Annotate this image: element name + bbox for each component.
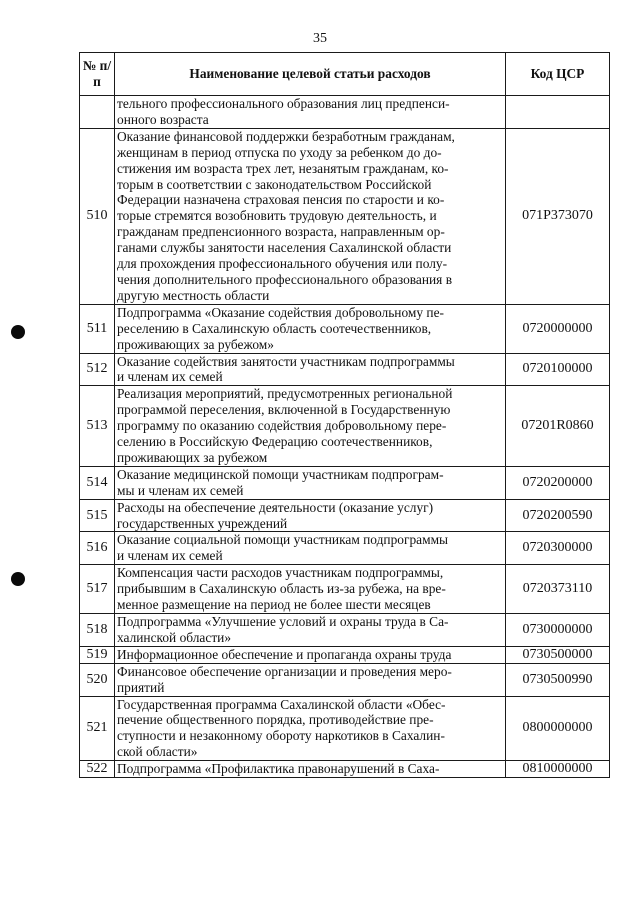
table-row xyxy=(80,532,610,565)
item-name-cell xyxy=(115,761,506,778)
item-name-cell xyxy=(115,386,506,467)
item-name-line: чения дополнительного профессионального образования в xyxy=(117,271,453,287)
target-code-cell: 0720100000 xyxy=(506,353,610,386)
item-name-line: Информационное обеспечение и пропаганда охраны труда xyxy=(117,646,452,662)
table-row xyxy=(80,565,610,614)
row-number-cell: 514 xyxy=(80,466,115,499)
table-row xyxy=(80,353,610,386)
item-name-line: ганами службы занятости населения Сахалинской области xyxy=(117,240,452,256)
row-number-cell: 512 xyxy=(80,353,115,386)
table-row xyxy=(80,646,610,663)
page-number: 35 xyxy=(313,31,327,46)
item-name-line: программой переселения, включенной в Государственную xyxy=(117,402,451,418)
item-name-line: прибывшим в Сахалинскую область из-за рубежа, на вре- xyxy=(117,581,446,597)
row-number-cell: 520 xyxy=(80,663,115,696)
item-name-line: Федерации назначена страховая пенсия по старости и ко- xyxy=(117,192,445,208)
item-name-cell xyxy=(115,663,506,696)
item-name-line: Реализация мероприятий, предусмотренных региональной xyxy=(117,386,453,402)
target-code-cell: 0730500000 xyxy=(506,646,610,663)
target-code-cell: 0720200000 xyxy=(506,466,610,499)
row-number-cell: 516 xyxy=(80,532,115,565)
table-row xyxy=(80,304,610,353)
item-name-line: Подпрограмма «Улучшение условий и охраны труда в Са- xyxy=(117,614,449,629)
item-name-line: проживающих за рубежом xyxy=(117,449,268,465)
item-name-line: приятий xyxy=(117,679,165,695)
item-name-cell xyxy=(115,353,506,386)
item-name-cell xyxy=(115,565,506,614)
row-number-cell: 522 xyxy=(80,761,115,778)
target-code-cell: 0730000000 xyxy=(506,614,610,647)
table-row xyxy=(80,663,610,696)
header-target-code: Код ЦСР xyxy=(506,53,610,96)
target-code-cell: 0720373110 xyxy=(506,565,610,614)
item-name-line: Компенсация части расходов участникам подпрограммы, xyxy=(117,565,444,581)
item-name-line: Финансовое обеспечение организации и проведения меро- xyxy=(117,663,452,679)
table-row xyxy=(80,499,610,532)
item-name-line: Подпрограмма «Профилактика правонарушений в Саха- xyxy=(117,761,440,777)
item-name-line: Оказание социальной помощи участникам подпрограммы xyxy=(117,532,449,548)
item-name-line: торым в соответствии с законодательством Российской xyxy=(117,176,432,192)
item-name-cell xyxy=(115,696,506,761)
item-name-cell xyxy=(115,646,506,663)
target-code-cell: 07201R0860 xyxy=(506,386,610,467)
item-name-line: тельного профессионального образования лиц предпенси- xyxy=(117,96,450,111)
item-name-cell xyxy=(115,466,506,499)
table-header-row xyxy=(80,53,610,96)
item-name-line: и членам их семей xyxy=(117,548,223,564)
item-name-line: государственных учреждений xyxy=(117,515,288,531)
punch-hole-mark xyxy=(11,325,25,339)
item-name-line: стижения им возраста трех лет, незанятым гражданам, ко- xyxy=(117,160,449,176)
item-name-line: печение общественного порядка, противодействие пре- xyxy=(117,712,434,728)
row-number-cell xyxy=(80,96,115,129)
item-name-cell xyxy=(115,304,506,353)
item-name-cell xyxy=(115,96,506,129)
item-name-line: и членам их семей xyxy=(117,369,223,385)
item-name-line: гражданам предпенсионного возраста, направленным ор- xyxy=(117,224,445,240)
row-number-cell: 518 xyxy=(80,614,115,647)
item-name-line: онного возраста xyxy=(117,111,209,127)
item-name-line: Государственная программа Сахалинской области «Обес- xyxy=(117,696,446,712)
row-number-cell: 517 xyxy=(80,565,115,614)
item-name-line: Оказание финансовой поддержки безработным гражданам, xyxy=(117,128,455,144)
table-body xyxy=(80,96,610,778)
item-name-line: Расходы на обеспечение деятельности (оказание услуг) xyxy=(117,499,434,515)
item-name-line: программу по оказанию содействия добровольному пере- xyxy=(117,418,447,434)
table-row xyxy=(80,761,610,778)
table-row xyxy=(80,614,610,647)
target-code-cell: 0730500990 xyxy=(506,663,610,696)
item-name-line: Оказание медицинской помощи участникам подпрограм- xyxy=(117,466,444,482)
target-code-cell: 071P373070 xyxy=(506,128,610,304)
row-number-cell: 521 xyxy=(80,696,115,761)
item-name-line: менное размещение на период не более шести месяцев xyxy=(117,597,431,613)
item-name-line: реселению в Сахалинскую область соотечественников, xyxy=(117,320,432,336)
item-name-line: другую местность области xyxy=(117,287,270,303)
table-row xyxy=(80,696,610,761)
table-row xyxy=(80,386,610,467)
row-number-cell: 515 xyxy=(80,499,115,532)
target-code-cell xyxy=(506,96,610,129)
table-row xyxy=(80,466,610,499)
table-row xyxy=(80,96,610,129)
target-code-cell: 0720200590 xyxy=(506,499,610,532)
header-row-number: № п/п xyxy=(80,53,115,96)
item-name-line: торые стремятся возобновить трудовую деятельность, и xyxy=(117,208,437,224)
item-name-line: ступности и незаконному обороту наркотиков в Сахалин- xyxy=(117,728,445,744)
item-name-line: селению в Российскую Федерацию соотечественников, xyxy=(117,434,433,450)
row-number-cell: 510 xyxy=(80,128,115,304)
item-name-cell xyxy=(115,499,506,532)
table-row xyxy=(80,128,610,304)
item-name-line: для прохождения профессионального обучения или полу- xyxy=(117,256,448,272)
header-item-name: Наименование целевой статьи расходов xyxy=(115,53,506,96)
item-name-line: Подпрограмма «Оказание содействия добровольному пе- xyxy=(117,304,445,320)
item-name-line: проживающих за рубежом» xyxy=(117,336,274,352)
item-name-cell xyxy=(115,532,506,565)
row-number-cell: 511 xyxy=(80,304,115,353)
item-name-line: Оказание содействия занятости участникам подпрограммы xyxy=(117,353,455,369)
item-name-cell xyxy=(115,128,506,304)
target-code-cell: 0720300000 xyxy=(506,532,610,565)
row-number-cell: 513 xyxy=(80,386,115,467)
item-name-line: халинской области» xyxy=(117,629,232,645)
expense-items-table xyxy=(79,52,610,778)
item-name-line: мы и членам их семей xyxy=(117,482,244,498)
target-code-cell: 0810000000 xyxy=(506,761,610,778)
item-name-line: женщинам в период отпуска по уходу за ребенком до до- xyxy=(117,144,442,160)
punch-hole-mark xyxy=(11,572,25,586)
item-name-line: ской области» xyxy=(117,744,198,760)
item-name-cell xyxy=(115,614,506,647)
target-code-cell: 0720000000 xyxy=(506,304,610,353)
row-number-cell: 519 xyxy=(80,646,115,663)
target-code-cell: 0800000000 xyxy=(506,696,610,761)
